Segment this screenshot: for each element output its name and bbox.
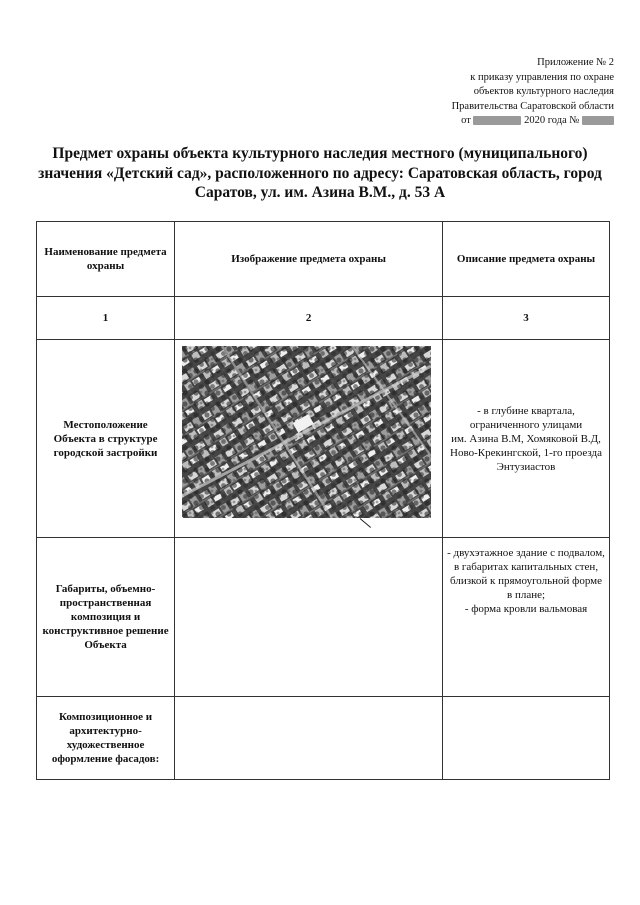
column-number-3: 3 bbox=[443, 297, 610, 340]
redacted-number-stamp bbox=[582, 116, 614, 125]
appendix-line-2: к приказу управления по охране bbox=[470, 71, 614, 83]
header-description: Описание предмета охраны bbox=[443, 222, 610, 297]
appendix-year-number: 2020 года № bbox=[524, 115, 580, 126]
header-image: Изображение предмета охраны bbox=[175, 222, 443, 297]
appendix-line-4: Правительства Саратовской области bbox=[451, 100, 614, 112]
row-name: Габариты, объемно-пространственная композиция и конструктивное решение Объекта bbox=[37, 538, 175, 697]
appendix-line-3: объектов культурного наследия bbox=[473, 86, 614, 97]
redacted-date-stamp bbox=[473, 116, 521, 125]
column-number-2: 2 bbox=[175, 297, 443, 340]
aerial-photo bbox=[182, 346, 431, 518]
column-number-1: 1 bbox=[37, 297, 175, 340]
table-row bbox=[37, 340, 610, 538]
row-name: Композиционное и архитектурно-художественное оформление фасадов: bbox=[37, 697, 175, 780]
table-row bbox=[37, 538, 610, 697]
aerial-photo-texture bbox=[182, 346, 431, 518]
row-description: - двухэтажное здание с подвалом, в габаритах капитальных стен, близкой к прямоугольной форме в плане; - форма кровли вальмовая bbox=[443, 538, 610, 697]
location-pointer-line bbox=[360, 518, 371, 528]
table-header-row bbox=[37, 222, 610, 297]
row-image-cell bbox=[175, 538, 443, 697]
appendix-line-1: Приложение № 2 bbox=[537, 57, 614, 68]
appendix-line-5 bbox=[452, 114, 614, 129]
table-number-row bbox=[37, 297, 610, 340]
row-image-cell bbox=[175, 340, 443, 538]
protection-subject-table bbox=[36, 221, 610, 780]
header-name: Наименование предмета охраны bbox=[37, 222, 175, 297]
appendix-date-prefix: от bbox=[461, 115, 471, 126]
row-image-cell bbox=[175, 697, 443, 780]
document-title: Предмет охраны объекта культурного наследия местного (муниципального) значения «Детский сад», расположенного по адресу: Саратовская область, город Саратов, ул. им. Азина В.М., д. 53 А bbox=[38, 145, 602, 201]
appendix-block bbox=[452, 56, 614, 129]
table-row bbox=[37, 697, 610, 780]
row-description bbox=[443, 697, 610, 780]
row-description: - в глубине квартала, ограниченного улицами им. Азина В.М, Хомяковой В.Д, Ново-Крекингской, 1-го проезда Энтузиастов bbox=[443, 340, 610, 538]
row-name: Местоположение Объекта в структуре городской застройки bbox=[37, 340, 175, 538]
